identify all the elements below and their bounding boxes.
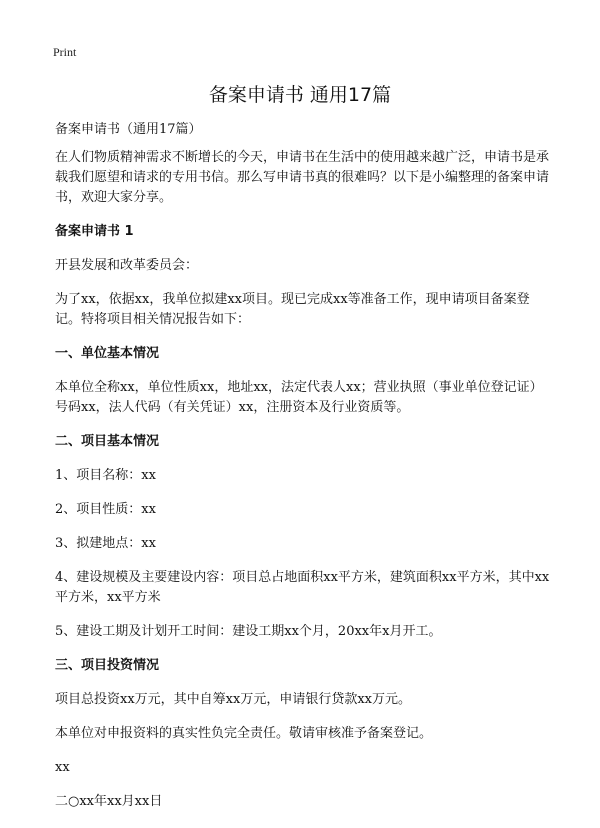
- project-item-scale: 4、建设规模及主要建设内容：项目总占地面积xx平方米，建筑面积xx平方米，其中xx平方米，xx平方米: [55, 570, 550, 605]
- heading-investment: 三、项目投资情况: [55, 658, 160, 673]
- project-item-location: 3、拟建地点：xx: [55, 536, 156, 551]
- project-item-name: 1、项目名称：xx: [55, 468, 156, 483]
- document-subtitle: 备案申请书（通用17篇）: [55, 122, 202, 137]
- document-title: 备案申请书 通用17篇: [208, 84, 392, 106]
- project-item-nature: 2、项目性质：xx: [55, 502, 156, 517]
- intro-paragraph: 在人们物质精神需求不断增长的今天，申请书在生活中的使用越来越广泛，申请书是承载我们愿望和请求的专用书信。那么写申请书真的很难吗？以下是小编整理的备案申请书，欢迎大家分享。: [55, 150, 550, 205]
- unit-info-paragraph: 本单位全称xx，单位性质xx，地址xx，法定代表人xx；营业执照（事业单位登记证）号码xx，法人代码（有关凭证）xx，注册资本及行业资质等。: [55, 380, 543, 415]
- section-title: 备案申请书 1: [55, 224, 134, 239]
- print-link[interactable]: Print: [53, 45, 77, 59]
- document-body: [55, 120, 555, 826]
- salutation: 开县发展和改革委员会：: [55, 258, 199, 273]
- signature: xx: [55, 760, 70, 775]
- heading-project-info: 二、项目基本情况: [55, 434, 160, 449]
- investment-paragraph: 项目总投资xx万元，其中自筹xx万元，申请银行贷款xx万元。: [55, 692, 411, 707]
- heading-unit-info: 一、单位基本情况: [55, 346, 160, 361]
- responsibility-paragraph: 本单位对申报资料的真实性负完全责任。敬请审核准予备案登记。: [55, 726, 433, 741]
- project-item-schedule: 5、建设工期及计划开工时间：建设工期xx个月，20xx年x月开工。: [55, 624, 442, 639]
- date-line: 二○xx年xx月xx日: [55, 794, 163, 809]
- request-paragraph: 为了xx，依据xx，我单位拟建xx项目。现已完成xx等准备工作，现申请项目备案登记。特将项目相关情况报告如下：: [55, 292, 530, 327]
